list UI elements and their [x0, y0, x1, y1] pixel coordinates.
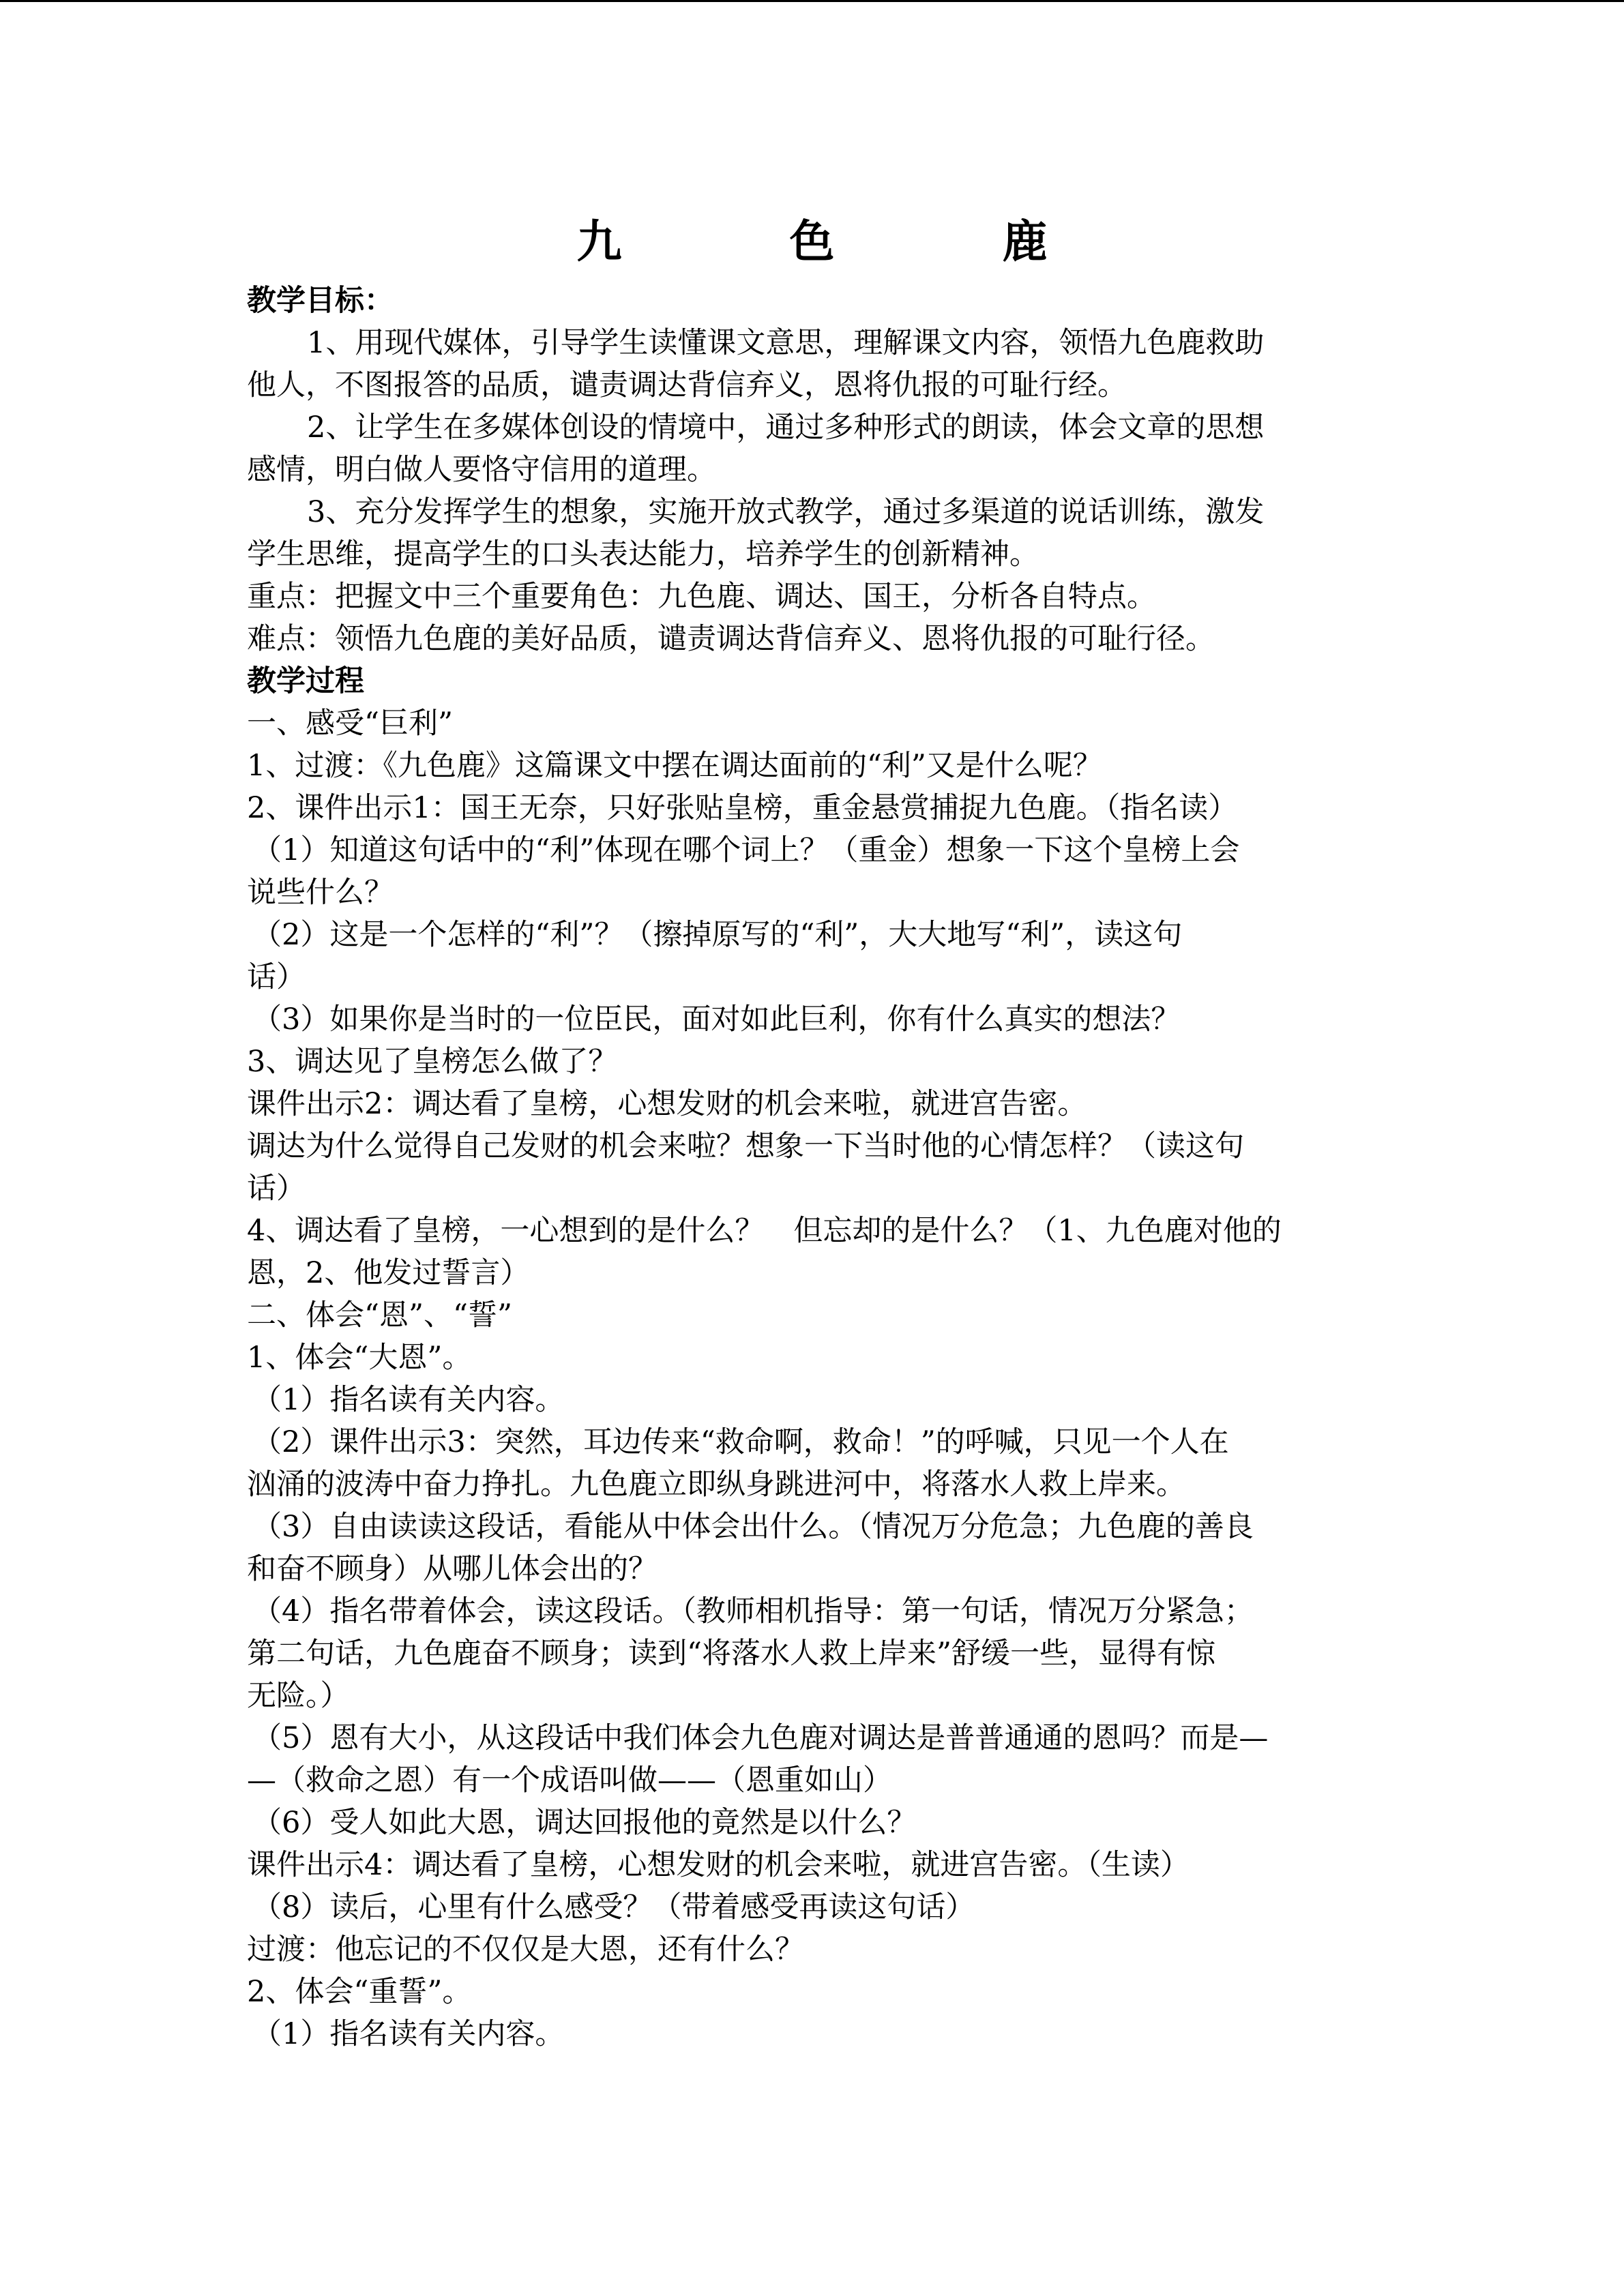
objective-3-line-1: 3、充分发挥学生的想象，实施开放式教学，通过多渠道的说话训练，激发	[307, 495, 1265, 529]
objective-1-line-2: 他人，不图报答的品质，谴责调达背信弃义，恩将仇报的可耻行经。	[247, 368, 1127, 402]
paragraph-line: 话）	[247, 960, 306, 994]
paragraph-line: 调达为什么觉得自己发财的机会来啦？想象一下当时他的心情怎样？（读这句	[247, 1129, 1244, 1163]
paragraph-line: 和奋不顾身）从哪儿体会出的？	[247, 1552, 658, 1586]
paragraph-line: （2）课件出示3：突然，耳边传来“救命啊，救命！”的呼喊，只见一个人在	[252, 1425, 1229, 1459]
paragraph-line: （6）受人如此大恩，调达回报他的竟然是以什么？	[252, 1806, 917, 1840]
paragraph-line: （8）读后，心里有什么感受？（带着感受再读这句话）	[252, 1890, 975, 1924]
key-point: 重点：把握文中三个重要角色：九色鹿、调达、国王，分析各自特点。	[247, 580, 1156, 614]
paragraph-line: （2）这是一个怎样的“利”？（擦掉原写的“利”，大大地写“利”，读这句	[252, 918, 1183, 952]
paragraph-line: 汹涌的波涛中奋力挣扎。九色鹿立即纵身跳进河中，将落水人救上岸来。	[247, 1467, 1185, 1502]
paragraph-line: 话）	[247, 1172, 306, 1206]
objective-2-line-2: 感情，明白做人要恪守信用的道理。	[247, 453, 716, 487]
objective-1-line-1: 1、用现代媒体，引导学生读懂课文意思，理解课文内容，领悟九色鹿救助	[307, 326, 1265, 360]
objective-2-line-1: 2、让学生在多媒体创设的情境中，通过多种形式的朗读，体会文章的思想	[307, 411, 1265, 445]
paragraph-line: 第二句话，九色鹿奋不顾身；读到“将落水人救上岸来”舒缓一些，显得有惊	[247, 1637, 1215, 1671]
section-heading-process: 教学过程	[247, 664, 364, 698]
objective-3-line-2: 学生思维，提高学生的口头表达能力，培养学生的创新精神。	[247, 537, 1039, 571]
section-heading-objectives: 教学目标：	[247, 284, 394, 318]
part-1-heading: 一、感受“巨利”	[247, 706, 453, 741]
part-2-heading: 二、体会“恩”、“誓”	[247, 1298, 512, 1332]
document-title: 九 色 鹿	[576, 215, 1109, 268]
paragraph-line: 说些什么？	[247, 876, 394, 910]
paragraph-line: 课件出示4：调达看了皇榜，心想发财的机会来啦，就进宫告密。（生读）	[247, 1848, 1190, 1882]
paragraph-line: （1）指名读有关内容。	[252, 1383, 565, 1417]
paragraph-line: （3）自由读读这段话，看能从中体会出什么。（情况万分危急；九色鹿的善良	[252, 1510, 1254, 1544]
paragraph-line: 恩，2、他发过誓言）	[247, 1256, 530, 1290]
paragraph-line: 课件出示2：调达看了皇榜，心想发财的机会来啦，就进宫告密。	[247, 1087, 1087, 1121]
paragraph-line: 2、课件出示1：国王无奈，只好张贴皇榜，重金悬赏捕捉九色鹿。（指名读）	[247, 791, 1238, 825]
paragraph-line: 1、过渡：《九色鹿》这篇课文中摆在调达面前的“利”又是什么呢？	[247, 749, 1102, 783]
paragraph-line: 无险。）	[247, 1679, 350, 1713]
document-body	[247, 280, 1386, 2055]
paragraph-line: 1、体会“大恩”。	[247, 1341, 472, 1375]
paragraph-line: —（救命之恩）有一个成语叫做——（恩重如山）	[247, 1763, 892, 1798]
page-top-border	[0, 0, 1624, 2]
paragraph-line: 3、调达见了皇榜怎么做了？	[247, 1045, 618, 1079]
paragraph-line: 2、体会“重誓”。	[247, 1975, 472, 2009]
paragraph-line: （1）指名读有关内容。	[252, 2017, 565, 2051]
difficult-point: 难点：领悟九色鹿的美好品质，谴责调达背信弃义、恩将仇报的可耻行径。	[247, 622, 1215, 656]
paragraph-line: （4）指名带着体会，读这段话。（教师相机指导：第一句话，情况万分紧急；	[252, 1594, 1254, 1628]
paragraph-line: 过渡：他忘记的不仅仅是大恩，还有什么？	[247, 1933, 804, 1967]
paragraph-line: （3）如果你是当时的一位臣民，面对如此巨利，你有什么真实的想法？	[252, 1002, 1181, 1037]
paragraph-line: （1）知道这句话中的“利”体现在哪个词上？（重金）想象一下这个皇榜上会	[252, 833, 1240, 867]
paragraph-line: 4、调达看了皇榜，一心想到的是什么？ 但忘却的是什么？（1、九色鹿对他的	[247, 1214, 1282, 1248]
paragraph-line: （5）恩有大小，从这段话中我们体会九色鹿对调达是普普通通的恩吗？而是—	[252, 1721, 1269, 1755]
